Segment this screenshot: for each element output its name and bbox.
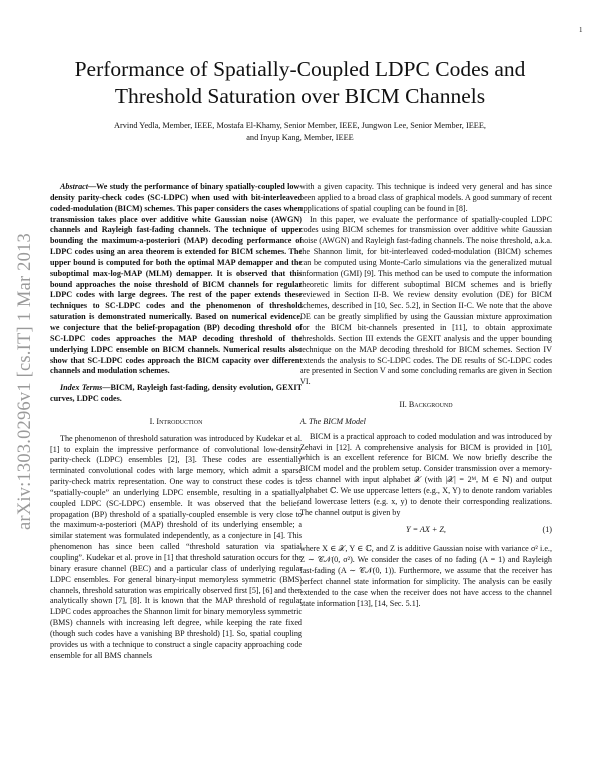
right-column	[300, 182, 552, 610]
page-number: 1	[579, 26, 583, 34]
section-heading-background: II. Background	[399, 400, 453, 410]
bicm-model-paragraph: BICM is a practical approach to coded modulation and was introduced by Zehavi in [12]. A comprehensive analysis for BICM is provided in [10], which is an excellent reference for BICM. We now briefly describe the BICM model and the problem setup. Consider transmission over a memory-less channel with input alphabet 𝒳 (with |𝒳| = 2ᴹ, M ∈ ℕ) and output alphabet ℂ. We use uppercase letters (e.g., X, Y) to denote random variables and lowercase letters (e.g. x, y) to denote their corresponding realizations. The channel output is given by	[300, 431, 552, 517]
section-heading-introduction: I. Introduction	[149, 416, 203, 426]
noise-description-paragraph: where X ∈ 𝒳, Y ∈ ℂ, and Z is additive Gaussian noise with variance σ² i.e., Z ∼ 𝒞𝒩(0, σ²). We consider the cases of no fading (A = 1) and Rayleigh fast-fading (A ∼ 𝒞𝒩(0, 1)). Furthermore, we assume that the receiver has perfect channel state information for simplicity. The analysis can be easily extended to the case when the receiver does not have access to the channel state information [13], [14, Sec. 5.1].	[300, 544, 552, 608]
author-list	[60, 120, 540, 144]
arxiv-stamp: arXiv:1303.0296v1 [cs.IT] 1 Mar 2013	[15, 233, 35, 530]
index-terms-text: —BICM, Rayleigh fast-fading, density evolution, GEXIT curves, LDPC codes.	[50, 383, 302, 404]
equation-channel-model: Y = AX + Z,	[406, 525, 446, 535]
equation-1	[300, 520, 552, 542]
left-column	[50, 182, 302, 661]
paper-title	[30, 56, 570, 110]
title-line-1: Performance of Spatially-Coupled LDPC Codes and	[74, 57, 526, 81]
paper-overview-paragraph: In this paper, we evaluate the performance of spatially-coupled LDPC codes using BICM schemes for transmission over additive white Gaussian noise (AWGN) and Rayleigh fast-fading channels. The noise threshold, a.k.a. the Shannon limit, for bit-interleaved coded-modulation (BICM) schemes can be computed using Monte-Carlo simulations via the generalized mutual information (GMI) [9]. This method can be used to compute the information theoretic limits for different suboptimal BICM schemes and is briefly reviewed in Section II-B. We review density evolution (DE) for BICM schemes, described in [10, Sec. 5.2], in Section II-C. We note that the above DE can be greatly simplified by using the Gaussian mixture approximation for the BICM bit-channels presented in [11], to obtain approximate thresholds. Section III extends the GEXIT analysis and the upper bounding technique on the MAP decoding threshold for BICM schemes. Section IV extends the analysis to SC-LDPC codes. The DE results of SC-LDPC codes are presented in Section V and some concluding remarks are given in Section VI.	[300, 214, 552, 387]
title-line-2: Threshold Saturation over BICM Channels	[114, 84, 486, 108]
abstract-text: —We study the performance of binary spatially-coupled low-density parity-check codes (SC-LDPC) when used with bit-interleaved coded-modulation (BICM) schemes. This paper considers the cases when transmission takes place over additive white Gaussian noise (AWGN) channels and Rayleigh fast-fading channels. The technique of upper bounding the maximum-a-posteriori (MAP) decoding performance of LDPC codes using an area theorem is extended for BICM schemes. The upper bound is computed for both the optimal MAP demapper and the suboptimal max-log-MAP (MLM) demapper. It is observed that this bound approaches the noise threshold of BICM channels for regular LDPC codes with large degrees. The rest of the paper extends these techniques to SC-LDPC codes and the phenomenon of threshold saturation is demonstrated numerically. Based on numerical evidence, we conjecture that the belief-propagation (BP) decoding threshold of SC-LDPC codes approaches the MAP decoding threshold of the underlying LDPC ensemble on BICM channels. Numerical results also show that SC-LDPC codes approach the BICM capacity over different channels and modulation schemes.	[50, 182, 302, 376]
intro-paragraph: The phenomenon of threshold saturation was introduced by Kudekar et al. [1] to explain the impressive performance of convolutional low-density parity-check (LDPC) ensembles [2], [3]. These codes are essentially terminated convolutional codes with large memory, which admit a sparse parity-check matrix representation. One way to construct these codes is to “spatially-couple” an underlying LDPC ensemble, resulting in a spatially-coupled LDPC (SC-LDPC) ensemble. It was observed that the belief-propagation (BP) threshold of a spatially-coupled ensemble is very close to the maximum-a-posteriori (MAP) threshold of its underlying ensemble; a similar statement was formulated independently, as a conjecture in [4]. This phenomenon has since been called “threshold saturation via spatial coupling”. Kudekar et al. prove in [1] that threshold saturation occurs for the binary erasure channel (BEC) and a particular class of underlying regular LDPC ensembles. For general binary-input memoryless symmetric (BMS) channels, threshold saturation was empirically observed first [5], [6] and then analytically shown [7], [8]. It is known that the MAP threshold of regular LDPC codes approaches the Shannon limit for binary memoryless symmetric (BMS) channels with increasing left degree, while keeping the rate fixed (though such codes have a vanishing BP threshold) [1]. So, spatial coupling provides us with a technique to construct a single capacity approaching code ensemble for all BMS channels	[50, 433, 302, 660]
abstract	[50, 182, 302, 377]
subsection-heading-bicm-model: A. The BICM Model	[300, 416, 366, 426]
intro-continued-paragraph: with a given capacity. This technique is indeed very general and has since been applied to a broad class of graphical models. A good summary of recent applications of spatial coupling can be found in [8].	[300, 182, 552, 213]
index-terms-lead: Index Terms	[60, 383, 103, 393]
authors-line-2: and Inyup Kang, Member, IEEE	[246, 133, 354, 142]
equation-number: (1)	[542, 525, 552, 535]
index-terms	[50, 383, 302, 405]
authors-line-1: Arvind Yedla, Member, IEEE, Mostafa El-Khamy, Senior Member, IEEE, Jungwon Lee, Senior Member, IEEE,	[114, 121, 486, 130]
abstract-lead: Abstract	[60, 182, 88, 191]
